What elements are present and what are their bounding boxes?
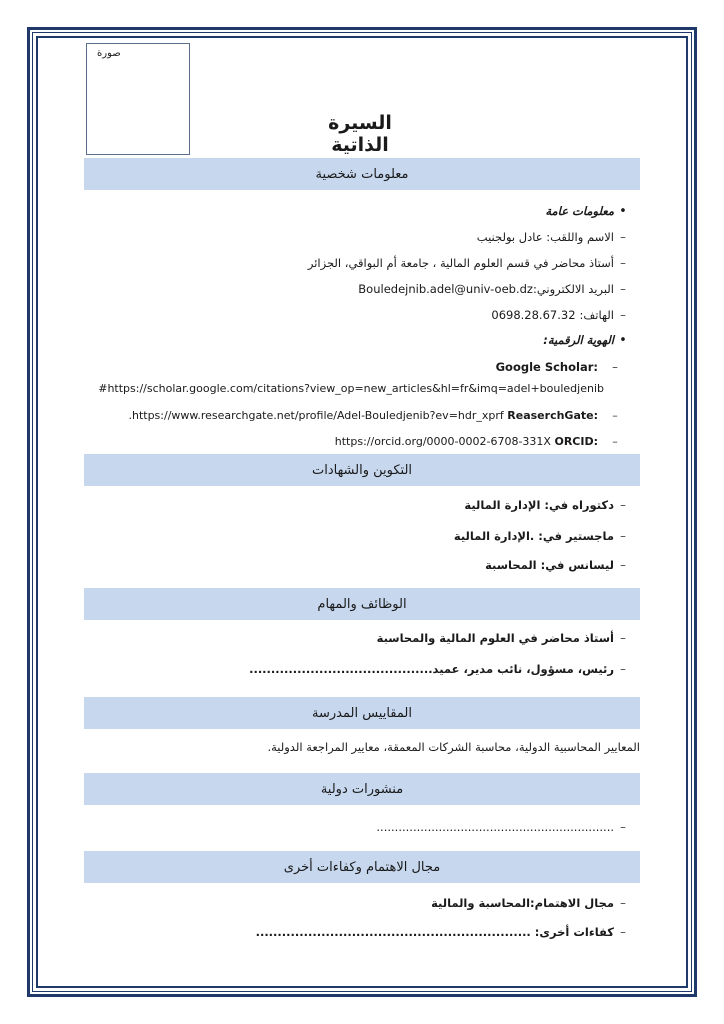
orcid-label: ORCID: [554, 434, 598, 448]
master-text: ماجستير في: .الإدارة المالية [453, 529, 614, 543]
list-item-general-heading [84, 201, 632, 221]
list-item-interest [84, 893, 632, 913]
dash-icon: – [612, 408, 618, 422]
job-1-text: أستاذ محاضر في العلوم المالية والمحاسبة [376, 631, 614, 645]
dash-icon: – [612, 360, 618, 374]
dash-icon: – [612, 434, 618, 448]
licence-text: ليسانس في: المحاسبة [485, 558, 614, 572]
section-interests-header: مجال الاهتمام وكفاءات أخرى [84, 851, 640, 883]
email-link[interactable]: Bouledejnib.adel@univ-oeb.dz [358, 282, 533, 296]
dash-icon: – [620, 896, 626, 910]
list-item-publication-1 [84, 817, 632, 837]
skills-text: كفاءات أخرى: ............................................................... [255, 925, 614, 939]
list-item-google-url [84, 378, 604, 398]
courses-paragraph [84, 737, 640, 757]
job-2-text: رئيس، مسؤول، نائب مدير، عميد.......................................... [249, 662, 614, 676]
section-personal-header: معلومات شخصية [84, 158, 640, 190]
photo-placeholder [86, 43, 190, 155]
google-scholar-label: Google Scholar: [495, 360, 598, 374]
dash-icon: – [620, 631, 626, 645]
section-education-header: التكوين والشهادات [84, 454, 640, 486]
list-item-licence [84, 555, 632, 575]
phone-number: 0698.28.67.32 [491, 308, 576, 322]
bullet-icon: • [619, 332, 627, 348]
section-courses-header: المقاييس المدرسة [84, 697, 640, 729]
researchgate-link[interactable]: https://www.researchgate.net/profile/Adel-Bouledjenib?ev=hdr_xprf [131, 408, 504, 422]
dash-icon: – [620, 925, 626, 939]
dash-icon: – [620, 230, 626, 244]
list-item-master [84, 526, 632, 546]
list-item-phone [84, 305, 632, 325]
courses-text: المعايير المحاسبية الدولية، محاسبة الشركات المعمقة، معايير المراجعة الدولية. [267, 740, 640, 754]
name-text: الاسم واللقب: عادل بولجنيب [476, 230, 614, 244]
phone-label: الهاتف: [579, 308, 614, 322]
dash-icon: – [620, 662, 626, 676]
list-item-position [84, 253, 632, 273]
list-item-digital-heading [84, 330, 632, 350]
list-item-email [84, 279, 632, 299]
position-text: أستاذ محاضر في قسم العلوم المالية ، جامعة أم البواقي، الجزائر [307, 256, 614, 270]
dash-icon: – [620, 308, 626, 322]
dash-icon: – [620, 558, 626, 572]
dash-icon: – [620, 820, 626, 834]
list-item-doctorate [84, 495, 632, 515]
list-item-orcid [84, 431, 632, 451]
photo-label: صورة [97, 48, 121, 59]
orcid-link[interactable]: https://orcid.org/0000-0002-6708-331X [334, 434, 551, 448]
dash-icon: – [620, 282, 626, 296]
digital-identity-heading: الهوية الرقمية: [543, 333, 614, 347]
interest-text: مجال الاهتمام:المحاسبة والمالية [431, 896, 614, 910]
general-info-heading: معلومات عامة [545, 204, 614, 218]
email-label: البريد الالكتروني: [532, 282, 614, 296]
researchgate-suffix: . [128, 408, 132, 422]
dash-icon: – [620, 529, 626, 543]
section-jobs-header: الوظائف والمهام [84, 588, 640, 620]
section-publications-header: منشورات دولية [84, 773, 640, 805]
list-item-skills [84, 922, 632, 942]
dash-icon: – [620, 256, 626, 270]
bullet-icon: • [619, 203, 627, 219]
page-title: السيرة الذاتية [328, 112, 392, 156]
list-item-researchgate [84, 405, 632, 425]
list-item-name [84, 227, 632, 247]
researchgate-entry [128, 409, 598, 422]
orcid-entry [335, 435, 598, 448]
doctorate-text: دكتوراه في: الإدارة المالية [464, 498, 614, 512]
researchgate-label: ReaserchGate: [507, 408, 598, 422]
list-item-job-1 [84, 628, 632, 648]
list-item-google-scholar [84, 357, 632, 377]
publication-1-text: ................................................................. [376, 820, 614, 834]
google-scholar-link[interactable]: #https://scholar.google.com/citations?view_op=new_articles&hl=fr&imq=adel+bouledjenib [98, 381, 604, 395]
dash-icon: – [620, 498, 626, 512]
list-item-job-2 [84, 659, 632, 679]
